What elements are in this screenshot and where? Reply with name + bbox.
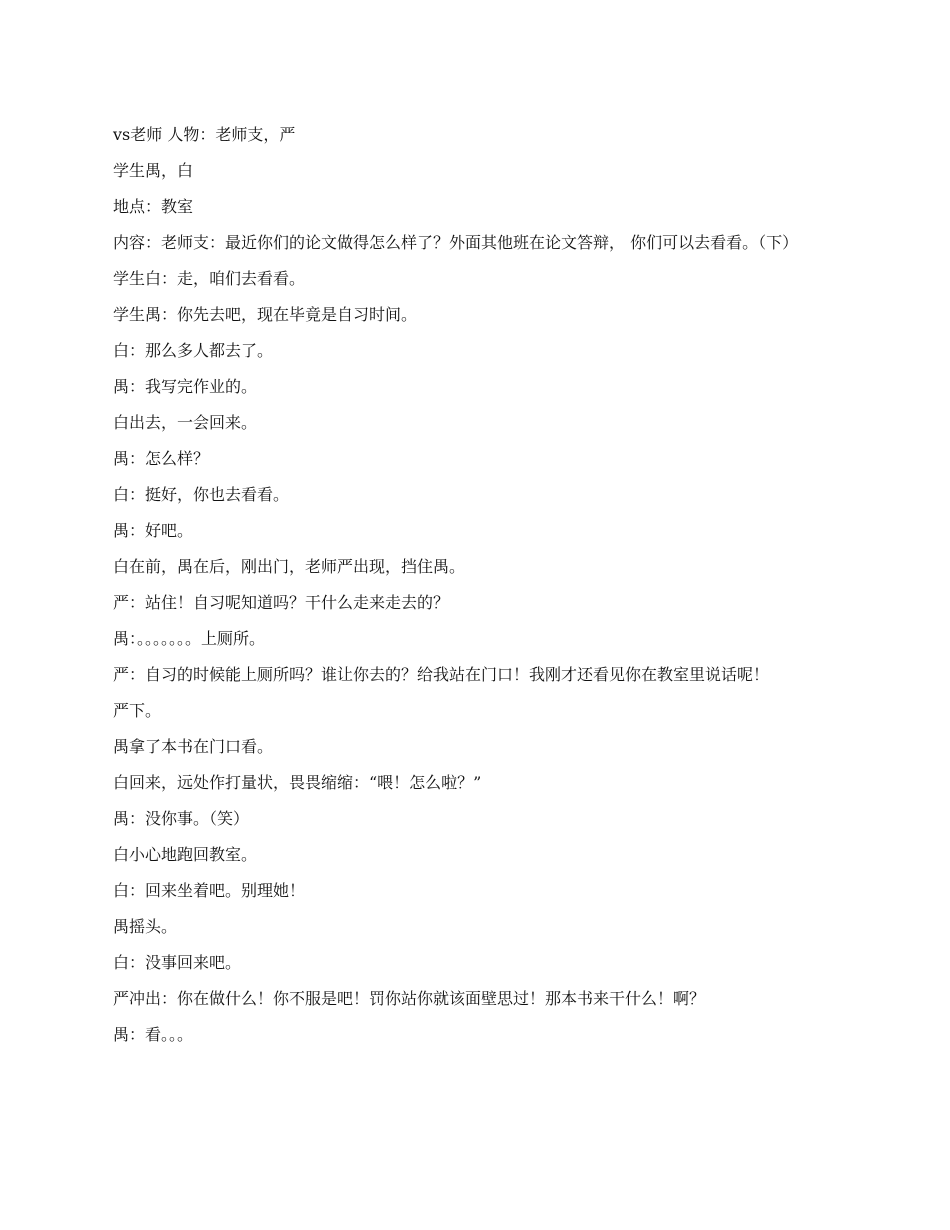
paragraph-location: 地点：教室 bbox=[113, 197, 194, 216]
paragraph-students: 学生禺，白 bbox=[113, 161, 194, 180]
paragraph-dialogue: 白：回来坐着吧。别理她！ bbox=[113, 881, 306, 900]
paragraph-stage-direction: 白出去，一会回来。 bbox=[113, 413, 258, 432]
paragraph-dialogue: 禺：没你事。（笑） bbox=[113, 809, 250, 828]
paragraph-dialogue: 严冲出：你在做什么！你不服是吧！罚你站你就该面壁思过！那本书来干什么！啊？ bbox=[113, 989, 706, 1008]
paragraph-dialogue: 禺：我写完作业的。 bbox=[113, 377, 258, 396]
paragraph-dialogue: 禺：怎么样？ bbox=[113, 449, 210, 468]
paragraph-stage-direction: 严下。 bbox=[113, 701, 162, 720]
paragraph-stage-direction: 白在前，禺在后，刚出门，老师严出现，挡住禺。 bbox=[113, 557, 466, 576]
paragraph-dialogue: 禺：看。。。 bbox=[113, 1025, 194, 1044]
paragraph-dialogue: 严：自习的时候能上厕所吗？谁让你去的？给我站在门口！我刚才还看见你在教室里说话呢！ bbox=[113, 665, 770, 684]
paragraph-dialogue: 白：没事回来吧。 bbox=[113, 953, 242, 972]
paragraph-dialogue: 严：站住！自习呢知道吗？干什么走来走去的？ bbox=[113, 593, 450, 612]
paragraph-dialogue: 禺：。。。。。。。上厕所。 bbox=[113, 629, 266, 648]
paragraph-dialogue: 学生白：走，咱们去看看。 bbox=[113, 269, 306, 288]
paragraph-dialogue: 学生禺：你先去吧，现在毕竟是自习时间。 bbox=[113, 305, 418, 324]
paragraph-content: 内容：老师支：最近你们的论文做得怎么样了？外面其他班在论文答辩， 你们可以去看看。（下） bbox=[113, 233, 799, 252]
paragraph-stage-direction: 禺摇头。 bbox=[113, 917, 178, 936]
document-body bbox=[113, 124, 841, 1060]
paragraph-stage-direction: 禺拿了本书在门口看。 bbox=[113, 737, 274, 756]
paragraph-stage-direction: 白回来，远处作打量状，畏畏缩缩：“喂！怎么啦？” bbox=[113, 773, 482, 792]
paragraph-dialogue: 白：那么多人都去了。 bbox=[113, 341, 274, 360]
paragraph-dialogue: 禺：好吧。 bbox=[113, 521, 194, 540]
paragraph-dialogue: 白：挺好，你也去看看。 bbox=[113, 485, 290, 504]
paragraph-stage-direction: 白小心地跑回教室。 bbox=[113, 845, 258, 864]
paragraph-title-line: vs老师 人物：老师支，严 bbox=[113, 125, 296, 144]
